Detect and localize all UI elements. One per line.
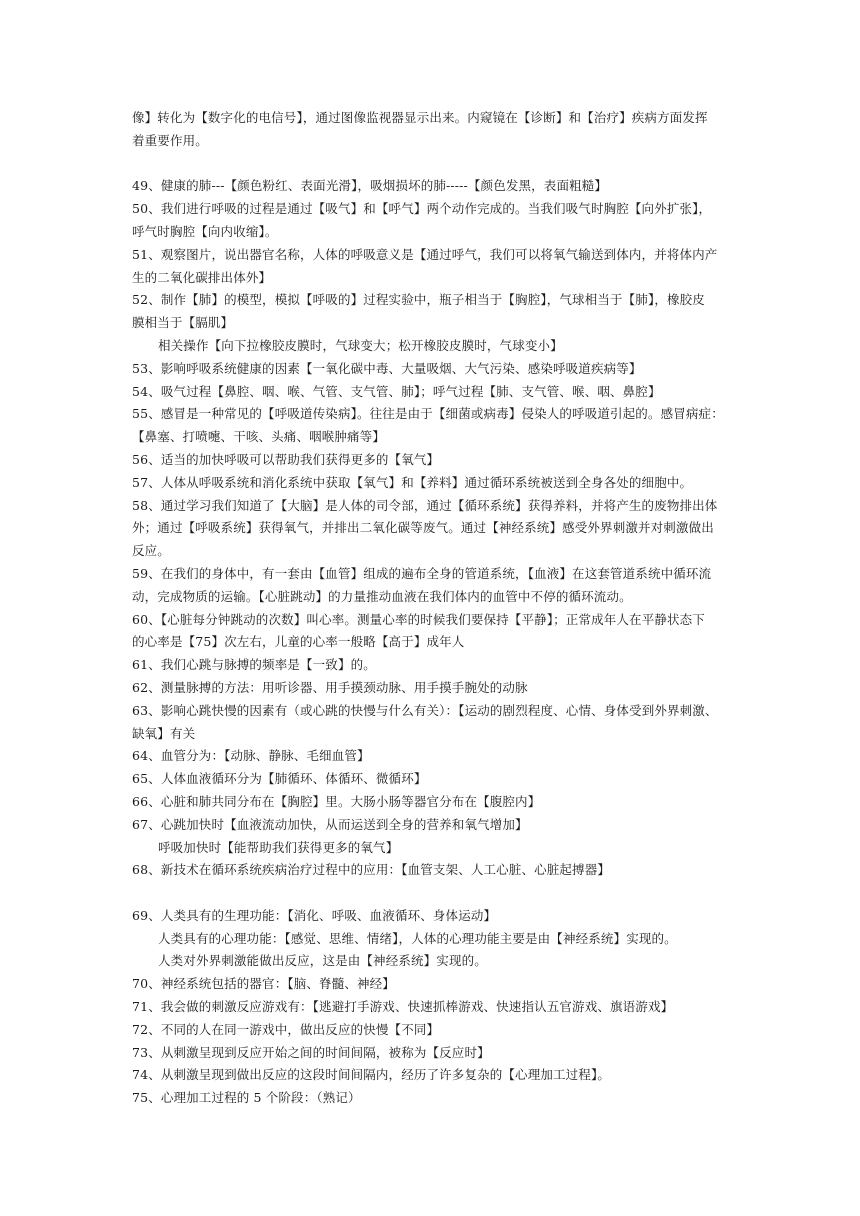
paragraph [132, 198, 732, 244]
text-line: 70、神经系统包括的器官：【脑、脊髓、神经】 [132, 976, 395, 992]
text-line: 74、从刺激呈现到做出反应的这段时间间隔内，经历了许多复杂的【心理加工过程】。 [132, 1067, 611, 1083]
text-line: 66、心脏和肺共同分布在【胸腔】里。大肠小肠等器官分布在【腹腔内】 [132, 793, 541, 809]
text-line: 58、通过学习我们知道了【大脑】是人体的司令部，通过【循环系统】获得养料，并将产生的废物排出体 [132, 497, 718, 513]
paragraph-gap [132, 882, 732, 905]
paragraph [132, 449, 732, 472]
text-line: 72、不同的人在同一游戏中，做出反应的快慢【不同】 [132, 1021, 440, 1037]
text-line: 73、从刺激呈现到反应开始之间的时间间隔，被称为【反应时】 [132, 1044, 490, 1060]
text-line: 59、在我们的身体中，有一套由【血管】组成的遍布全身的管道系统，【血液】在这套管道系统中循环流 [132, 565, 712, 581]
text-line: 51、观察图片，说出器官名称，人体的呼吸意义是【通过呼气，我们可以将氧气输送到体内，并将体内产 [132, 246, 718, 262]
text-line: 61、我们心跳与脉搏的频率是【一致】的。 [132, 657, 376, 673]
text-line: 膜相当于【膈肌】 [132, 315, 234, 331]
paragraph [132, 495, 732, 563]
paragraph [132, 358, 732, 381]
paragraph [132, 677, 732, 700]
paragraph [132, 814, 732, 837]
text-line: 62、测量脉搏的方法：用听诊器、用手摸颈动脉、用手摸手腕处的动脉 [132, 679, 528, 695]
paragraph [132, 859, 732, 882]
text-line: 55、感冒是一种常见的【呼吸道传染病】。往往是由于【细菌或病毒】侵染人的呼吸道引起的。感冒病症： [132, 406, 724, 422]
paragraph [132, 791, 732, 814]
text-line: 人类具有的心理功能：【感觉、思维、情绪】，人体的心理功能主要是由【神经系统】实现的。 [158, 930, 677, 946]
paragraph [132, 1019, 732, 1042]
paragraph [132, 950, 732, 973]
paragraph [132, 609, 732, 655]
paragraph [132, 289, 732, 335]
text-line: 相关操作【向下拉橡胶皮膜时，气球变大；松开橡胶皮膜时，气球变小】 [158, 337, 563, 353]
document-page [132, 107, 732, 1110]
paragraph [132, 472, 732, 495]
paragraph [132, 563, 732, 609]
paragraph [132, 244, 732, 290]
text-line: 着重要作用。 [132, 132, 208, 148]
paragraph [132, 905, 732, 928]
text-line: 57、人体从呼吸系统和消化系统中获取【氧气】和【养料】通过循环系统被送到全身各处的细胞中。 [132, 474, 693, 490]
paragraph [132, 745, 732, 768]
text-line: 呼气时胸腔【向内收缩】。 [132, 223, 278, 239]
paragraph [132, 1087, 732, 1110]
paragraph [132, 654, 732, 677]
text-line: 呼吸加快时【能帮助我们获得更多的氧气】 [158, 839, 399, 855]
paragraph [132, 107, 732, 153]
paragraph [132, 175, 732, 198]
paragraph [132, 973, 732, 996]
paragraph [132, 700, 732, 746]
text-line: 67、心跳加快时【血液流动加快，从而运送到全身的营养和氧气增加】 [132, 816, 528, 832]
paragraph [132, 403, 732, 449]
text-line: 反应。 [132, 543, 170, 559]
text-line: 75、心理加工过程的 5 个阶段：（熟记） [132, 1090, 361, 1106]
text-line: 64、血管分为：【动脉、静脉、毛细血管】 [132, 748, 370, 764]
text-line: 的心率是【75】次左右，儿童的心率一般略【高于】成年人 [132, 634, 465, 650]
text-line: 60、【心脏每分钟跳动的次数】叫心率。测量心率的时候我们要保持【平静】；正常成年人在平静状态下 [132, 611, 705, 627]
text-line: 71、我会做的刺激反应游戏有：【逃避打手游戏、快速抓棒游戏、快速指认五官游戏、旗语游戏】 [132, 999, 674, 1015]
text-line: 49、健康的肺---【颜色粉红、表面光滑】，吸烟损坏的肺-----【颜色发黑，表面粗糙】 [132, 178, 608, 194]
text-line: 外；通过【呼吸系统】获得氧气，并排出二氧化碳等废气。通过【神经系统】感受外界刺激并对刺激做出 [132, 520, 714, 536]
text-line: 52、制作【肺】的模型，模拟【呼吸的】过程实验中，瓶子相当于【胸腔】，气球相当于【肺】，橡胶皮 [132, 292, 705, 308]
text-line: 56、适当的加快呼吸可以帮助我们获得更多的【氧气】 [132, 451, 440, 467]
paragraph [132, 1042, 732, 1065]
text-line: 【鼻塞、打喷嚏、干咳、头痛、咽喉肿痛等】 [132, 429, 386, 445]
text-line: 像】转化为【数字化的电信号】，通过图像监视器显示出来。内窥镜在【诊断】和【治疗】疾病方面发挥 [132, 110, 708, 125]
paragraph [132, 381, 732, 404]
text-line: 69、人类具有的生理功能：【消化、呼吸、血液循环、身体运动】 [132, 907, 497, 923]
paragraph [132, 837, 732, 860]
text-line: 53、影响呼吸系统健康的因素【一氧化碳中毒、大量吸烟、大气污染、感染呼吸道疾病等】 [132, 360, 642, 376]
paragraph-gap [132, 153, 732, 176]
text-line: 动，完成物质的运输。【心脏跳动】的力量推动血液在我们体内的血管中不停的循环流动。 [132, 588, 632, 604]
text-line: 生的二氧化碳排出体外】 [132, 269, 272, 285]
paragraph [132, 1064, 732, 1087]
text-line: 65、人体血液循环分为【肺循环、体循环、微循环】 [132, 771, 427, 787]
text-line: 63、影响心跳快慢的因素有（或心跳的快慢与什么有关）：【运动的剧烈程度、心情、身体受到外界刺激、 [132, 702, 718, 718]
text-line: 缺氧】有关 [132, 725, 196, 741]
text-line: 人类对外界刺激能做出反应，这是由【神经系统】实现的。 [158, 953, 487, 969]
text-line: 54、吸气过程【鼻腔、咽、喉、气管、支气管、肺】；呼气过程【肺、支气管、喉、咽、鼻腔】 [132, 383, 661, 399]
text-line: 50、我们进行呼吸的过程是通过【吸气】和【呼气】两个动作完成的。当我们吸气时胸腔【向外扩张】， [132, 201, 712, 217]
text-line: 68、新技术在循环系统疾病治疗过程中的应用：【血管支架、人工心脏、心脏起搏器】 [132, 862, 611, 878]
paragraph [132, 768, 732, 791]
paragraph [132, 335, 732, 358]
paragraph [132, 928, 732, 951]
paragraph [132, 996, 732, 1019]
